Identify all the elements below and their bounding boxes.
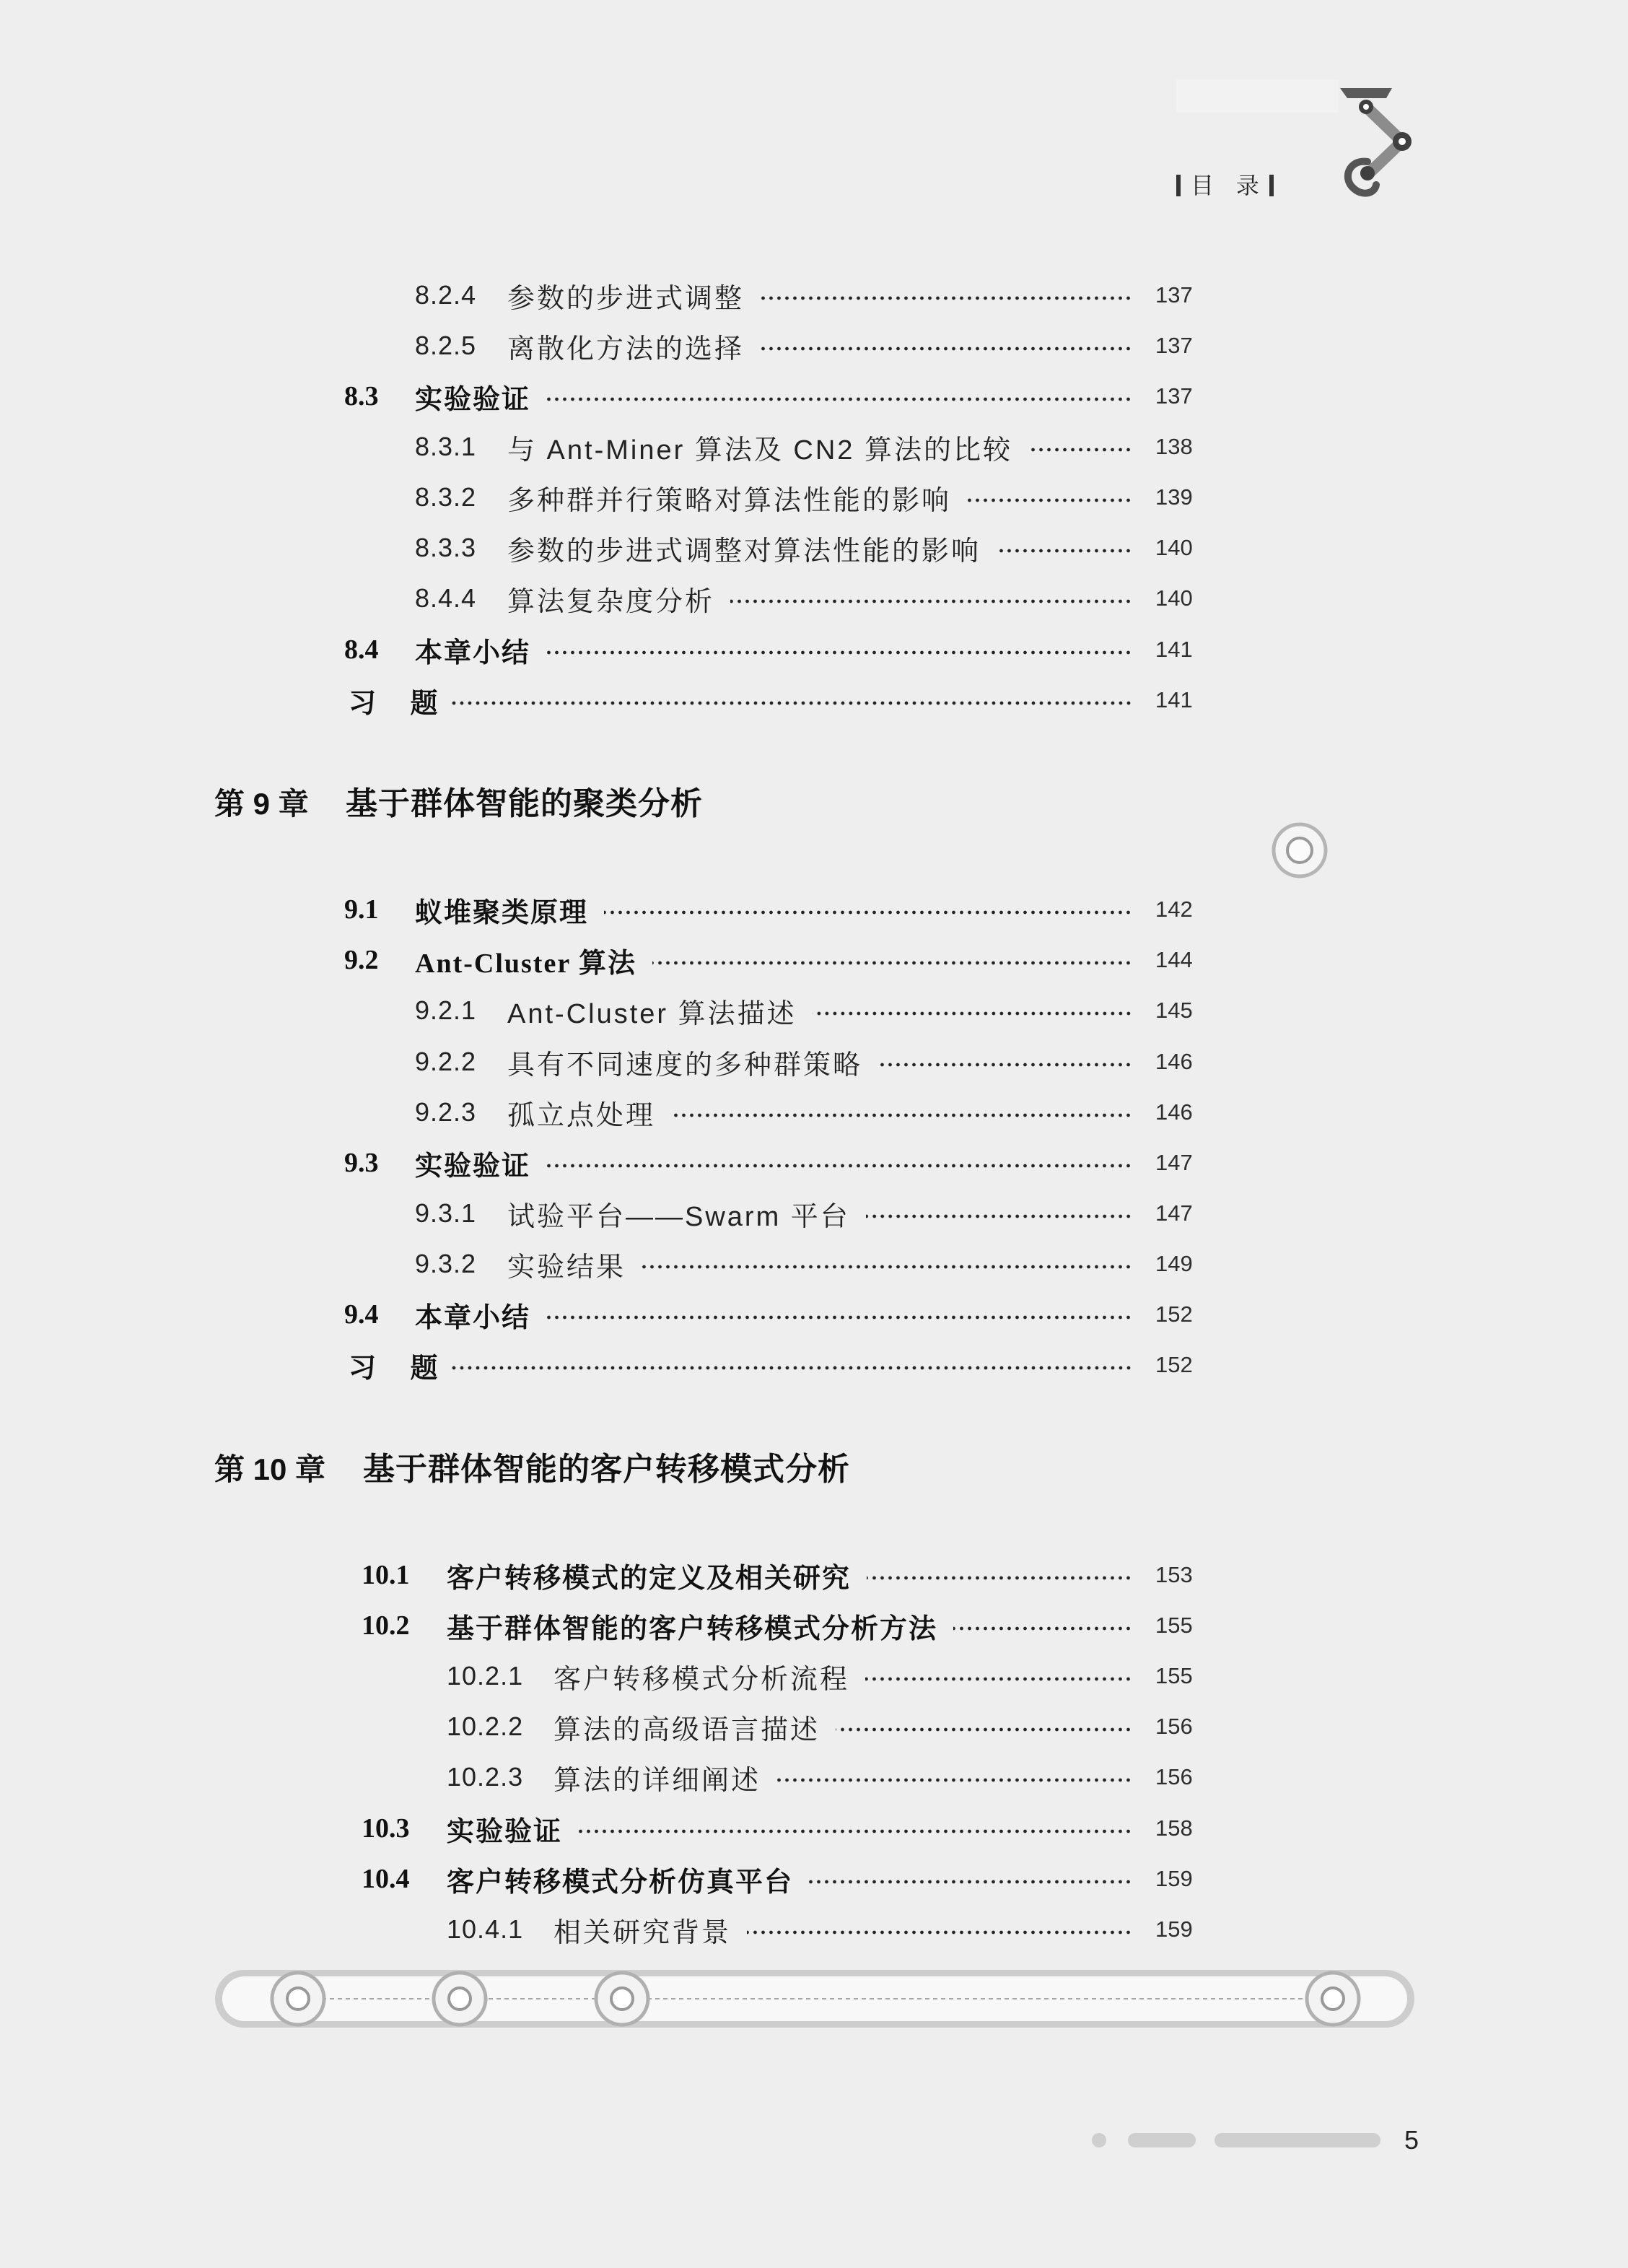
header-title: 目 录 xyxy=(1191,173,1259,199)
wheel-icon xyxy=(596,1973,648,2025)
entry-title: 孤立点处理 xyxy=(507,1100,656,1131)
toc-entry-10-3 xyxy=(362,1807,1198,1850)
footer-dot xyxy=(1092,2133,1106,2147)
entry-number: 9.3.1 xyxy=(415,1198,477,1228)
entry-page-number: 137 xyxy=(1155,333,1193,358)
dot-leader xyxy=(866,1192,1132,1235)
entry-page-number: 152 xyxy=(1155,1301,1193,1327)
entry-number: 10.4 xyxy=(362,1864,410,1894)
entry-page-number: 140 xyxy=(1155,535,1193,560)
dot-leader xyxy=(671,1091,1132,1134)
entry-title: 试验平台——Swarm 平台 xyxy=(507,1201,850,1232)
entry-number: 10.1 xyxy=(362,1560,410,1590)
entry-number: 10.2.3 xyxy=(447,1762,524,1792)
header-bar-right xyxy=(1269,175,1274,196)
toc-entry-9-2 xyxy=(344,938,1198,982)
entry-title: 具有不同速度的多种群策略 xyxy=(507,1050,863,1081)
entry-page-number: 149 xyxy=(1155,1251,1193,1276)
entry-title: 算法的高级语言描述 xyxy=(553,1714,820,1745)
entry-page-number: 137 xyxy=(1155,282,1193,308)
toc-entry-exercises-ch9 xyxy=(349,1343,1198,1387)
toc-entry-10-4-1 xyxy=(447,1908,1198,1951)
toc-entry-10-4 xyxy=(362,1857,1198,1901)
toc-entry-9-2-1 xyxy=(415,989,1198,1032)
entry-title: 蚁堆聚类原理 xyxy=(415,897,589,928)
toc-entry-exercises-ch8 xyxy=(349,679,1198,722)
entry-title: 基于群体智能的客户转移模式分析方法 xyxy=(447,1613,938,1644)
dot-leader xyxy=(450,1343,1132,1387)
entry-title: 算法复杂度分析 xyxy=(507,586,715,617)
chapter-title: 基于群体智能的聚类分析 xyxy=(346,786,703,821)
header-bar-left xyxy=(1176,175,1181,196)
entry-number: 10.4.1 xyxy=(447,1914,524,1944)
entry-page-number: 145 xyxy=(1155,998,1193,1023)
entry-number: 8.4 xyxy=(344,634,379,665)
dot-leader xyxy=(1028,425,1132,468)
toc-entry-9-3 xyxy=(344,1141,1198,1185)
toc-entry-9-3-2 xyxy=(415,1242,1198,1286)
entry-title: 实验结果 xyxy=(507,1252,626,1283)
entry-page-number: 155 xyxy=(1155,1663,1193,1688)
dot-leader xyxy=(967,476,1132,519)
entry-number: 8.2.4 xyxy=(415,280,477,310)
dot-leader xyxy=(578,1807,1132,1850)
toc-entry-8-4-4 xyxy=(415,577,1198,620)
entry-page-number: 140 xyxy=(1155,585,1193,611)
entry-number: 8.3.2 xyxy=(415,482,477,512)
footer-bar-short xyxy=(1128,2133,1196,2147)
entry-page-number: 138 xyxy=(1155,434,1193,459)
toc-entry-10-2 xyxy=(362,1604,1198,1647)
dot-leader xyxy=(809,1857,1132,1901)
conveyor-belt-decoration xyxy=(214,1967,1416,2031)
entry-title: 习 题 xyxy=(349,1353,438,1384)
dot-leader xyxy=(997,526,1132,570)
entry-page-number: 155 xyxy=(1155,1613,1193,1638)
toc-entry-8-3-2 xyxy=(415,476,1198,519)
dot-leader xyxy=(642,1242,1132,1286)
entry-page-number: 159 xyxy=(1155,1866,1193,1891)
entry-page-number: 152 xyxy=(1155,1352,1193,1377)
entry-number: 9.3 xyxy=(344,1148,379,1178)
entry-title: 实验验证 xyxy=(447,1816,563,1847)
entry-title: Ant-Cluster 算法描述 xyxy=(507,998,797,1029)
dot-leader xyxy=(747,1908,1132,1951)
entry-page-number: 144 xyxy=(1155,947,1193,972)
toc-entry-10-2-1 xyxy=(447,1654,1198,1698)
toc-entry-8-3-1 xyxy=(415,425,1198,468)
chapter-label: 第 10 章 xyxy=(214,1452,326,1486)
robot-arm-icon xyxy=(1333,81,1422,202)
entry-number: 8.3.3 xyxy=(415,533,477,562)
entry-title: 客户转移模式分析流程 xyxy=(553,1664,850,1695)
entry-number: 8.4.4 xyxy=(415,583,477,613)
dot-leader xyxy=(546,1293,1132,1336)
dot-leader xyxy=(760,274,1132,317)
entry-number: 9.4 xyxy=(344,1299,379,1330)
toc-entry-9-3-1 xyxy=(415,1192,1198,1235)
dot-leader xyxy=(604,888,1132,931)
toc-entry-10-2-3 xyxy=(447,1755,1198,1799)
entry-page-number: 141 xyxy=(1155,637,1193,662)
dot-leader xyxy=(730,577,1132,620)
entry-page-number: 146 xyxy=(1155,1099,1193,1125)
entry-title: 算法的详细阐述 xyxy=(553,1765,761,1796)
entry-page-number: 137 xyxy=(1155,383,1193,409)
entry-page-number: 141 xyxy=(1155,687,1193,712)
entry-title: 习 题 xyxy=(349,688,438,719)
toc-entry-8-2-4 xyxy=(415,274,1198,317)
dot-leader xyxy=(760,324,1132,367)
entry-title: 实验验证 xyxy=(415,384,531,415)
entry-title: 参数的步进式调整对算法性能的影响 xyxy=(507,536,981,567)
wheel-icon xyxy=(272,1973,324,2025)
entry-number: 9.2.3 xyxy=(415,1097,477,1127)
entry-title: 客户转移模式分析仿真平台 xyxy=(447,1867,794,1898)
entry-number: 9.3.2 xyxy=(415,1249,477,1278)
entry-page-number: 153 xyxy=(1155,1562,1193,1587)
entry-page-number: 146 xyxy=(1155,1049,1193,1074)
chapter-10-heading xyxy=(214,1448,1152,1491)
toc-entry-8-2-5 xyxy=(415,324,1198,367)
entry-page-number: 158 xyxy=(1155,1815,1193,1841)
dot-leader xyxy=(546,375,1132,418)
entry-number: 10.2.2 xyxy=(447,1711,524,1741)
entry-number: 8.3 xyxy=(344,381,379,411)
entry-number: 9.2.2 xyxy=(415,1047,477,1076)
toc-entry-9-4 xyxy=(344,1293,1198,1336)
entry-number: 9.1 xyxy=(344,894,379,925)
entry-title: 离散化方法的选择 xyxy=(507,333,745,365)
dot-leader xyxy=(546,1141,1132,1185)
entry-number: 9.2 xyxy=(344,945,379,975)
ring-icon xyxy=(1269,820,1330,881)
chapter-9-heading xyxy=(214,782,1152,826)
chapter-title: 基于群体智能的客户转移模式分析 xyxy=(363,1452,850,1487)
dot-leader xyxy=(546,628,1132,671)
entry-title: 本章小结 xyxy=(415,637,531,668)
dot-leader xyxy=(953,1604,1132,1647)
dot-leader xyxy=(878,1040,1132,1083)
page-number: 5 xyxy=(1404,2125,1419,2155)
dot-leader xyxy=(867,1553,1132,1597)
entry-page-number: 156 xyxy=(1155,1764,1193,1789)
wheel-icon xyxy=(434,1973,486,2025)
entry-number: 9.2.1 xyxy=(415,995,477,1025)
entry-page-number: 142 xyxy=(1155,897,1193,922)
entry-page-number: 147 xyxy=(1155,1150,1193,1175)
toc-entry-8-3 xyxy=(344,375,1198,418)
toc-entry-10-1 xyxy=(362,1553,1198,1597)
entry-title: Ant-Cluster 算法 xyxy=(415,948,637,979)
toc-entry-9-2-2 xyxy=(415,1040,1198,1083)
entry-title: 多种群并行策略对算法性能的影响 xyxy=(507,485,952,516)
entry-title: 客户转移模式的定义及相关研究 xyxy=(447,1563,852,1594)
dot-leader xyxy=(836,1705,1132,1748)
dot-leader xyxy=(865,1654,1132,1698)
toc-entry-10-2-2 xyxy=(447,1705,1198,1748)
entry-number: 8.2.5 xyxy=(415,331,477,360)
dot-leader xyxy=(652,938,1132,982)
entry-title: 相关研究背景 xyxy=(553,1917,732,1948)
entry-number: 10.2.1 xyxy=(447,1661,524,1691)
toc-header xyxy=(1176,173,1274,198)
entry-page-number: 159 xyxy=(1155,1916,1193,1942)
toc-entry-8-4 xyxy=(344,628,1198,671)
dot-leader xyxy=(776,1755,1132,1799)
header-band xyxy=(1176,79,1339,113)
entry-title: 与 Ant-Miner 算法及 CN2 算法的比较 xyxy=(507,435,1012,466)
entry-title: 参数的步进式调整 xyxy=(507,283,745,314)
toc-entry-9-1 xyxy=(344,888,1198,931)
chapter-label: 第 9 章 xyxy=(214,787,309,821)
wheel-icon xyxy=(1307,1973,1359,2025)
entry-page-number: 147 xyxy=(1155,1200,1193,1226)
dot-leader xyxy=(450,679,1132,722)
entry-number: 8.3.1 xyxy=(415,432,477,461)
entry-page-number: 139 xyxy=(1155,484,1193,510)
toc-entry-8-3-3 xyxy=(415,526,1198,570)
entry-number: 10.2 xyxy=(362,1610,410,1641)
entry-number: 10.3 xyxy=(362,1813,410,1844)
toc-entry-9-2-3 xyxy=(415,1091,1198,1134)
entry-title: 本章小结 xyxy=(415,1302,531,1333)
entry-title: 实验验证 xyxy=(415,1151,531,1182)
dot-leader xyxy=(813,989,1132,1032)
entry-page-number: 156 xyxy=(1155,1714,1193,1739)
footer-bar-long xyxy=(1215,2133,1380,2147)
